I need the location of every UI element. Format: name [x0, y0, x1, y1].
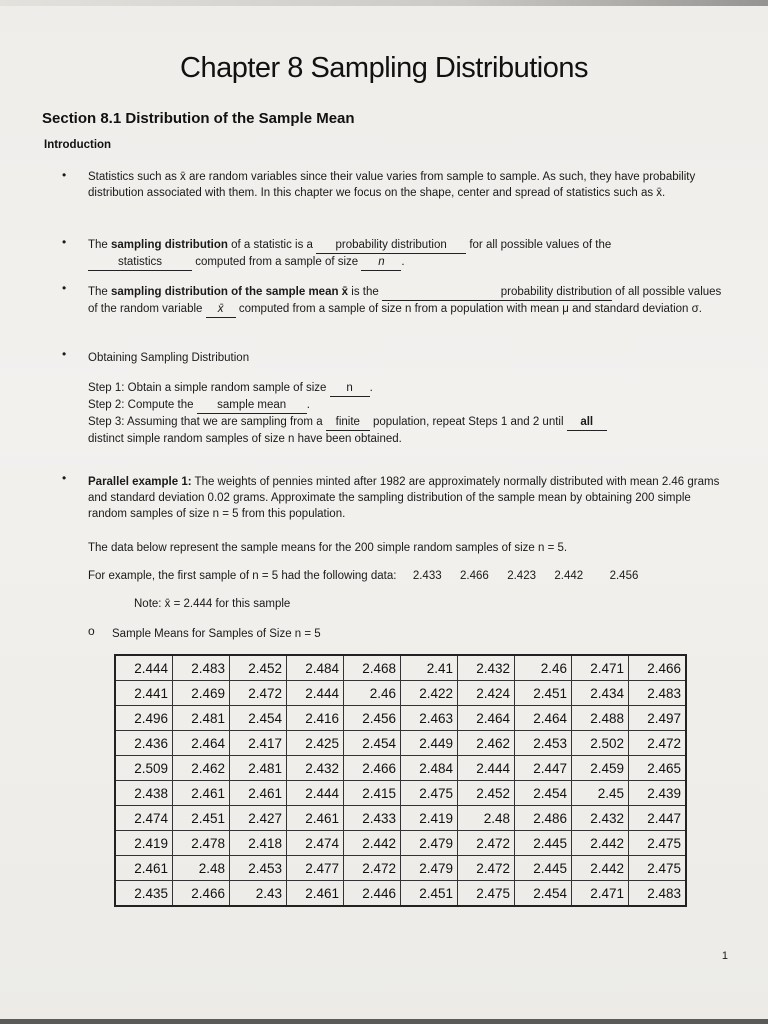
step-3-cont: distinct simple random samples of size n have been obtained.: [88, 433, 402, 445]
text: Step 1: Obtain a simple random sample of size: [88, 382, 330, 394]
blank-answer: n: [361, 254, 401, 271]
table-cell: 2.461: [287, 806, 344, 831]
blank-answer: statistics: [88, 254, 192, 271]
table-cell: 2.502: [572, 731, 629, 756]
table-cell: 2.461: [230, 781, 287, 806]
table-cell: 2.466: [173, 881, 230, 907]
table-cell: 2.475: [401, 781, 458, 806]
table-cell: 2.454: [344, 731, 401, 756]
table-cell: 2.438: [115, 781, 173, 806]
blank-answer: probability distribution: [382, 284, 612, 301]
term: sampling distribution of the sample mean x̄: [111, 286, 349, 298]
section-title: Section 8.1 Distribution of the Sample Mean: [42, 110, 355, 127]
table-cell: 2.466: [344, 756, 401, 781]
table-cell: 2.444: [287, 781, 344, 806]
table-cell: 2.484: [287, 655, 344, 681]
table-cell: 2.456: [344, 706, 401, 731]
table-cell: 2.444: [287, 681, 344, 706]
table-cell: 2.464: [173, 731, 230, 756]
table-cell: 2.484: [401, 756, 458, 781]
table-cell: 2.432: [572, 806, 629, 831]
table-cell: 2.48: [458, 806, 515, 831]
text: computed from a sample of size n from a population with mean μ and standard deviation σ.: [235, 303, 702, 315]
table-cell: 2.472: [230, 681, 287, 706]
table-cell: 2.475: [458, 881, 515, 907]
table-cell: 2.442: [572, 831, 629, 856]
table-cell: 2.436: [115, 731, 173, 756]
table-cell: 2.474: [287, 831, 344, 856]
text: For example, the first sample of n = 5 had the following data:: [88, 570, 397, 582]
table-cell: 2.459: [572, 756, 629, 781]
table-cell: 2.453: [515, 731, 572, 756]
page-number: 1: [721, 950, 728, 962]
bullet-dot: •: [62, 347, 67, 361]
example-data-description: The data below represent the sample means for the 200 simple random samples of size n = 5.: [88, 542, 568, 554]
table-cell: 2.415: [344, 781, 401, 806]
table-cell: 2.475: [629, 856, 687, 881]
table-row: [115, 756, 686, 781]
table-cell: 2.444: [458, 756, 515, 781]
table-cell: 2.497: [629, 706, 687, 731]
bullet-dot: •: [62, 281, 67, 295]
step-2: [88, 397, 728, 414]
table-cell: 2.471: [572, 881, 629, 907]
text: Step 2: Compute the: [88, 399, 197, 411]
blank-answer: probability distribution: [316, 237, 466, 254]
sample-value: 2.433: [412, 570, 442, 582]
circle-bullet-icon: o: [88, 624, 95, 638]
blank-answer: all: [567, 414, 607, 431]
chapter-title: Chapter 8 Sampling Distributions: [180, 52, 588, 84]
table-cell: 2.418: [230, 831, 287, 856]
table-cell: 2.48: [173, 856, 230, 881]
table-cell: 2.435: [115, 881, 173, 907]
table-cell: 2.481: [230, 756, 287, 781]
sample-value: 2.456: [609, 570, 639, 582]
table-cell: 2.424: [458, 681, 515, 706]
table-cell: 2.417: [230, 731, 287, 756]
table-cell: 2.451: [515, 681, 572, 706]
table-cell: 2.451: [173, 806, 230, 831]
table-cell: 2.461: [173, 781, 230, 806]
table-cell: 2.444: [115, 655, 173, 681]
blank-answer: finite: [326, 414, 370, 431]
table-cell: 2.454: [515, 881, 572, 907]
table-cell: 2.483: [629, 681, 687, 706]
text: .: [369, 382, 373, 394]
table-cell: 2.41: [401, 655, 458, 681]
table-cell: 2.465: [629, 756, 687, 781]
table-cell: 2.474: [115, 806, 173, 831]
text: .: [306, 399, 310, 411]
table-cell: 2.483: [629, 881, 687, 907]
table-row: [115, 806, 686, 831]
table-row: [115, 655, 686, 681]
table-cell: 2.472: [629, 731, 687, 756]
bullet-dot: •: [62, 471, 67, 485]
table-cell: 2.481: [173, 706, 230, 731]
bullet-sampling-distribution: [88, 237, 728, 271]
sample-value: 2.442: [554, 570, 584, 582]
table-cell: 2.475: [629, 831, 687, 856]
table-cell: 2.432: [458, 655, 515, 681]
top-edge: [0, 0, 768, 6]
table-cell: 2.462: [458, 731, 515, 756]
table-row: [115, 731, 686, 756]
table-cell: 2.479: [401, 831, 458, 856]
text: Step 3: Assuming that we are sampling from a: [88, 416, 326, 428]
table-cell: 2.43: [230, 881, 287, 907]
table-cell: 2.478: [173, 831, 230, 856]
blank-answer: n: [330, 380, 370, 397]
table-cell: 2.45: [572, 781, 629, 806]
text: The: [88, 286, 112, 298]
table-cell: 2.451: [401, 881, 458, 907]
table-cell: 2.486: [515, 806, 572, 831]
blank-answer: x̄: [206, 301, 236, 318]
table-cell: 2.477: [287, 856, 344, 881]
sample-value: 2.423: [507, 570, 536, 582]
bullet-dot: •: [62, 235, 67, 249]
table-cell: 2.472: [458, 856, 515, 881]
table-cell: 2.472: [344, 856, 401, 881]
table-cell: 2.454: [230, 706, 287, 731]
table-cell: 2.483: [173, 655, 230, 681]
table-cell: 2.439: [629, 781, 687, 806]
table-cell: 2.419: [115, 831, 173, 856]
table-cell: 2.468: [344, 655, 401, 681]
intro-heading: Introduction: [44, 139, 112, 151]
example-note: Note: x̄ = 2.444 for this sample: [134, 598, 291, 610]
table-cell: 2.441: [115, 681, 173, 706]
table-cell: 2.471: [572, 655, 629, 681]
table-cell: 2.422: [401, 681, 458, 706]
table-row: [115, 831, 686, 856]
table-row: [115, 856, 686, 881]
table-cell: 2.464: [515, 706, 572, 731]
bullet-obtaining-heading: Obtaining Sampling Distribution: [88, 352, 250, 364]
table-cell: 2.46: [515, 655, 572, 681]
text: .: [401, 256, 405, 268]
example-first-sample: [88, 568, 748, 584]
text: is the: [348, 286, 382, 298]
table-cell: 2.461: [287, 881, 344, 907]
steps-block: [88, 380, 728, 447]
step-3: [88, 414, 728, 431]
table-cell: 2.472: [458, 831, 515, 856]
table-cell: 2.446: [344, 881, 401, 907]
text: of a statistic is a: [227, 239, 317, 251]
bullet-dot: •: [62, 168, 67, 182]
table-cell: 2.509: [115, 756, 173, 781]
bullet-parallel-example: [88, 474, 728, 522]
table-cell: 2.433: [344, 806, 401, 831]
table-cell: 2.463: [401, 706, 458, 731]
sample-value: 2.466: [460, 570, 489, 582]
table-cell: 2.447: [629, 806, 687, 831]
table-cell: 2.452: [458, 781, 515, 806]
table-cell: 2.453: [230, 856, 287, 881]
table-cell: 2.434: [572, 681, 629, 706]
table-cell: 2.432: [287, 756, 344, 781]
table-cell: 2.466: [629, 655, 687, 681]
table-cell: 2.416: [287, 706, 344, 731]
text: computed from a sample of size: [192, 256, 362, 268]
table-caption: Sample Means for Samples of Size n = 5: [112, 628, 321, 640]
table-cell: 2.425: [287, 731, 344, 756]
text: of all possible values of the random variable: [88, 286, 722, 315]
table-row: [115, 781, 686, 806]
term: sampling distribution: [111, 239, 228, 251]
sample-means-table: [114, 654, 687, 907]
table-cell: 2.454: [515, 781, 572, 806]
table-cell: 2.449: [401, 731, 458, 756]
table-cell: 2.464: [458, 706, 515, 731]
table-cell: 2.462: [173, 756, 230, 781]
step-1: [88, 380, 728, 397]
sample-means-table-wrap: [114, 654, 687, 907]
text: The weights of pennies minted after 1982 are approximately normally distributed with mean 2.46 grams and standard deviation 0.02 grams. Approximate the sampling distribution of the sample mean by obtaining 200 simple random samples of size n = 5 from this population.: [88, 476, 720, 520]
text: population, repeat Steps 1 and 2 until: [369, 416, 567, 428]
table-cell: 2.427: [230, 806, 287, 831]
table-cell: 2.447: [515, 756, 572, 781]
table-cell: 2.496: [115, 706, 173, 731]
blank-answer: sample mean: [197, 397, 307, 414]
text: for all possible values of the: [466, 239, 612, 251]
table-cell: 2.452: [230, 655, 287, 681]
text: The: [88, 239, 112, 251]
bottom-edge: [0, 1019, 768, 1024]
bullet-statistics: Statistics such as x̄ are random variables since their value varies from sample to sample. As such, they have probability distribution associated with them. In this chapter we focus on the shape, center and spread of statistics such as x̄.: [88, 171, 696, 199]
table-cell: 2.488: [572, 706, 629, 731]
table-cell: 2.419: [401, 806, 458, 831]
table-cell: 2.445: [515, 831, 572, 856]
table-cell: 2.445: [515, 856, 572, 881]
table-cell: 2.46: [344, 681, 401, 706]
table-cell: 2.442: [572, 856, 629, 881]
table-cell: 2.461: [115, 856, 173, 881]
table-cell: 2.469: [173, 681, 230, 706]
table-row: [115, 881, 686, 907]
example-label: Parallel example 1:: [88, 476, 192, 488]
table-cell: 2.442: [344, 831, 401, 856]
table-cell: 2.479: [401, 856, 458, 881]
bullet-sample-mean: [88, 284, 728, 318]
table-row: [115, 706, 686, 731]
table-row: [115, 681, 686, 706]
